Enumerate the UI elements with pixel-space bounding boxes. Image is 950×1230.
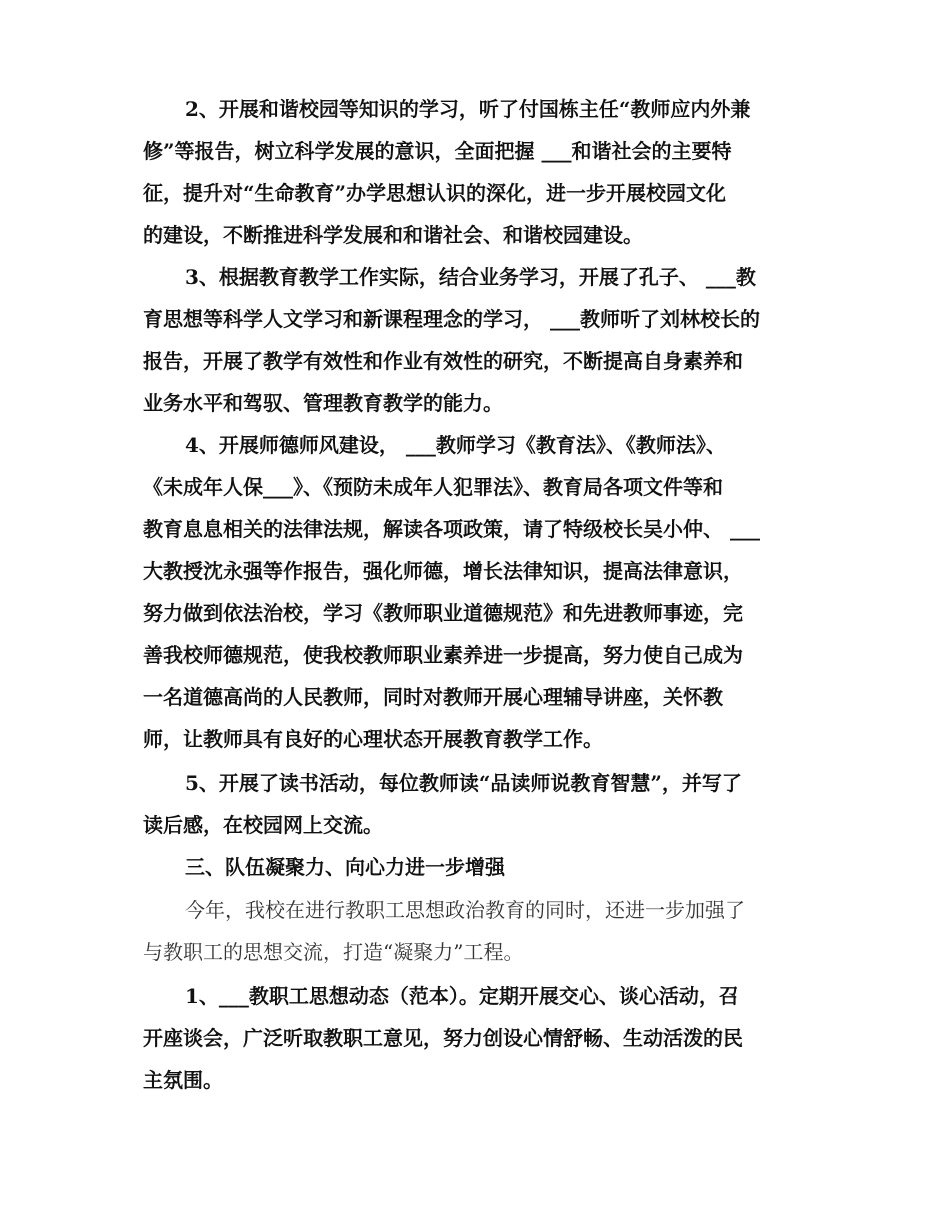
section-heading: 三、队伍凝聚力、向心力进一步增强 [185, 855, 505, 879]
paragraph-line: 师，让教师具有良好的心理状态开展教育教学工作。 [143, 727, 603, 751]
paragraph-line: 征，提升对“生命教育”办学思想认识的深化，进一步开展校园文化 [143, 181, 727, 205]
paragraph-line: 1、___教职工思想动态（范本）。定期开展交心、谈心活动，召 [185, 984, 739, 1008]
paragraph-line: 教育息息相关的法律法规，解读各项政策，请了特级校长吴小仲、 ___ [143, 517, 760, 541]
paragraph-line: 3、根据教育教学工作实际，结合业务学习，开展了孔子、 ___教 [185, 265, 756, 289]
paragraph-line: 修”等报告，树立科学发展的意识，全面把握 ___和谐社会的主要特 [143, 139, 732, 163]
paragraph-line: 《未成年人保___》、《预防未成年人犯罪法》、教育局各项文件等和 [143, 475, 723, 499]
paragraph-line: 主氛围。 [143, 1068, 223, 1092]
paragraph-line: 善我校师德规范，使我校教师职业素养进一步提高，努力使自己成为 [143, 643, 743, 667]
paragraph-line: 努力做到依法治校，学习《教师职业道德规范》和先进教师事迹，完 [143, 601, 743, 625]
paragraph-line: 开座谈会，广泛听取教职工意见，努力创设心情舒畅、生动活泼的民 [143, 1026, 743, 1050]
paragraph-line: 5、开展了读书活动，每位教师读“品读师说教育智慧”，并写了 [185, 771, 742, 795]
paragraph-line: 一名道德高尚的人民教师，同时对教师开展心理辅导讲座，关怀教 [143, 685, 723, 709]
paragraph-line: 4、开展师德师风建设， ___教师学习《教育法》、《教师法》、 [185, 433, 726, 457]
paragraph-line: 育思想等科学人文学习和新课程理念的学习， ___教师听了刘林校长的 [143, 307, 760, 331]
paragraph-line: 今年，我校在进行教职工思想政治教育的同时，还进一步加强了 [185, 898, 745, 922]
paragraph-line: 的建设，不断推进科学发展和和谐社会、和谐校园建设。 [143, 223, 643, 247]
paragraph-line: 大教授沈永强等作报告，强化师德，增长法律知识，提高法律意识， [143, 559, 743, 583]
paragraph-line: 读后感，在校园网上交流。 [143, 813, 383, 837]
paragraph-line: 报告，开展了教学有效性和作业有效性的研究，不断提高自身素养和 [143, 349, 743, 373]
paragraph-line: 2、开展和谐校园等知识的学习，听了付国栋主任“教师应内外兼 [185, 97, 751, 121]
paragraph-line: 业务水平和驾驭、管理教育教学的能力。 [143, 391, 503, 415]
paragraph-line: 与教职工的思想交流，打造“凝聚力”工程。 [143, 940, 524, 964]
